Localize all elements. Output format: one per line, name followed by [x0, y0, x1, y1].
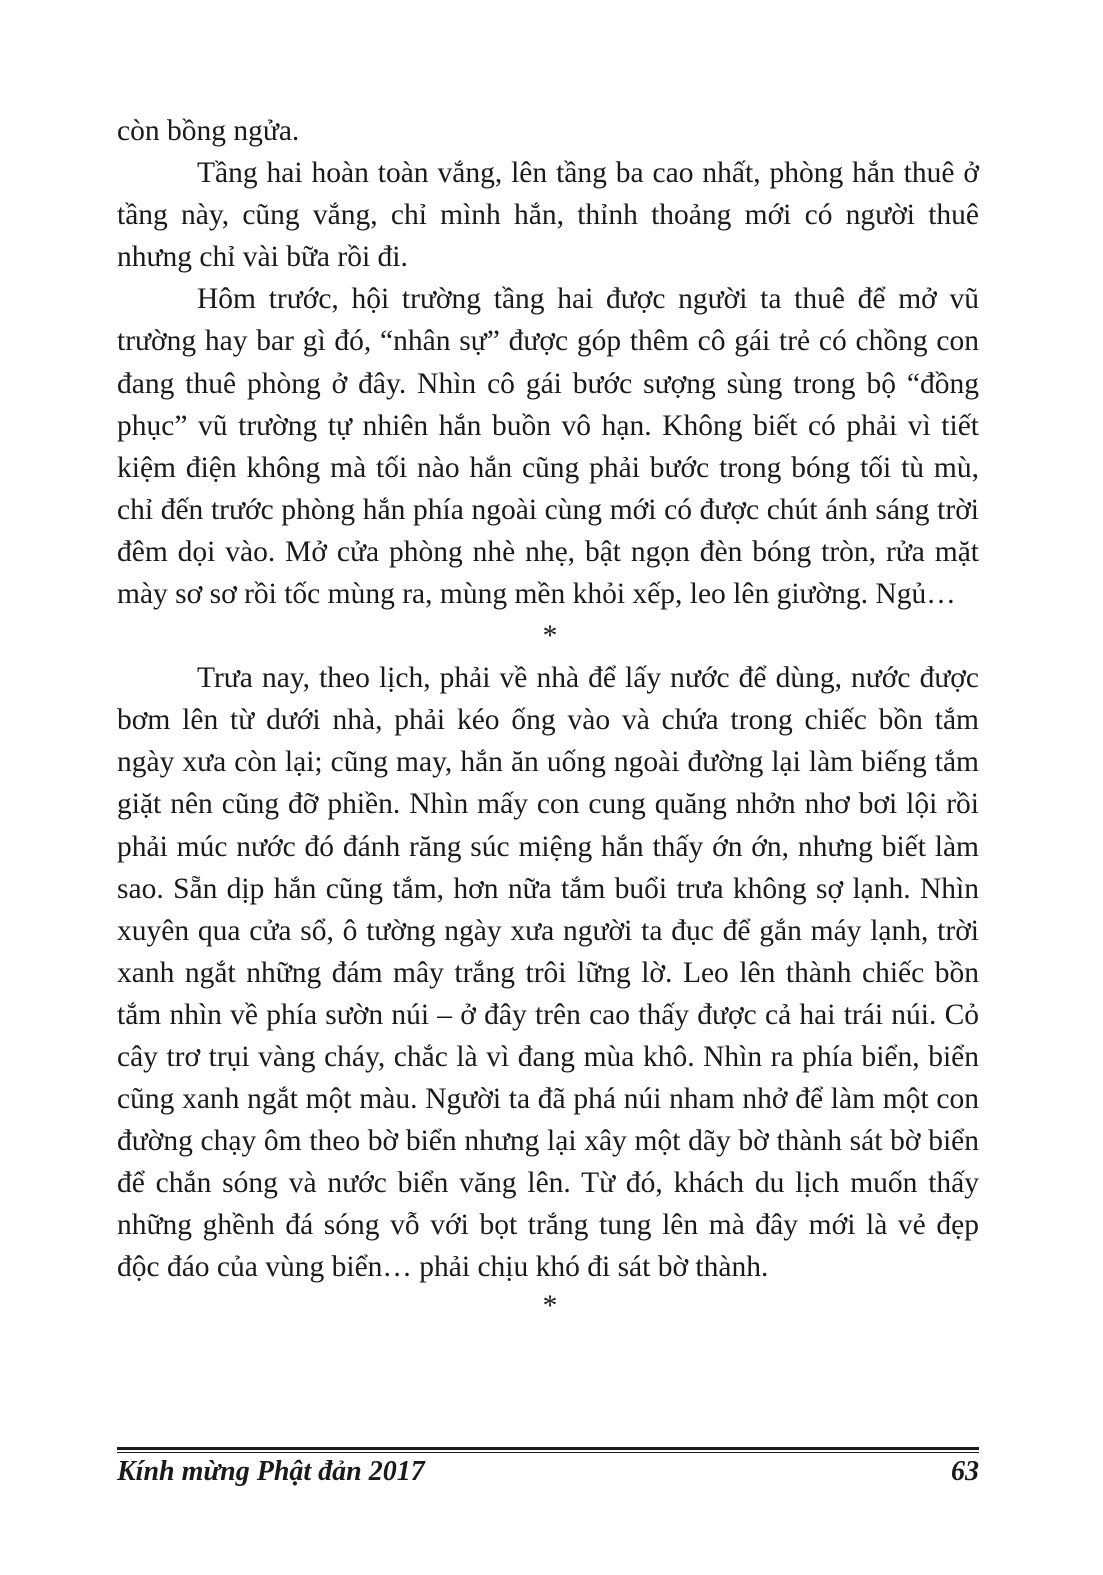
- section-separator: *: [542, 620, 558, 653]
- footer-divider: [117, 1447, 979, 1450]
- paragraph: Trưa nay, theo lịch, phải về nhà để lấy nước để dùng, nước được bơm lên từ dưới nhà, phải kéo ống vào và chứa trong chiếc bồn tắm ngày xưa còn lại; cũng may, hắn ăn uống ngoài đường lại làm biếng tắm giặt nên cũng đỡ phiền. Nhìn mấy con cung quăng nhởn nhơ bơi lội rồi phải múc nước đó đánh răng súc miệng hắn thấy ớn ớn, nhưng biết làm sao. Sẵn dịp hắn cũng tắm, hơn nữa tắm buổi trưa không sợ lạnh. Nhìn xuyên qua cửa sổ, ô tường ngày xưa người ta đục để gắn máy lạnh, trời xanh ngắt những đám mây trắng trôi lững lờ. Leo lên thành chiếc bồn tắm nhìn về phía sườn núi – ở đây trên cao thấy được cả hai trái núi. Cỏ cây trơ trụi vàng cháy, chắc là vì đang mùa khô. Nhìn ra phía biển, biển cũng xanh ngắt một màu. Người ta đã phá núi nham nhở để làm một con đường chạy ôm theo bờ biển nhưng lại xây một dãy bờ thành sát bờ biển để chắn sóng và nước biển văng lên. Từ đó, khách du lịch muốn thấy những ghềnh đá sóng vỗ với bọt trắng tung lên mà đây mới là vẻ đẹp độc đáo của vùng biển… phải chịu khó đi sát bờ thành.: [117, 662, 979, 1284]
- paragraph: Tầng hai hoàn toàn vắng, lên tầng ba cao nhất, phòng hắn thuê ở tầng này, cũng vắng, chỉ mình hắn, thỉnh thoảng mới có người thuê nhưng chỉ vài bữa rồi đi.: [117, 157, 979, 274]
- paragraph: Hôm trước, hội trường tầng hai được người ta thuê để mở vũ trường hay bar gì đó, “nhân sự” được góp thêm cô gái trẻ có chồng con đang thuê phòng ở đây. Nhìn cô gái bước sượng sùng trong bộ “đồng phục” vũ trường tự nhiên hắn buồn vô hạn. Không biết có phải vì tiết kiệm điện không mà tối nào hắn cũng phải bước trong bóng tối tù mù, chỉ đến trước phòng hắn phía ngoài cùng mới có được chút ánh sáng trời đêm dọi vào. Mở cửa phòng nhè nhẹ, bật ngọn đèn bóng tròn, rửa mặt mày sơ sơ rồi tốc mùng ra, mùng mền khỏi xếp, leo lên giường. Ngủ…: [117, 283, 979, 611]
- paragraph-continuation: còn bồng ngửa.: [117, 115, 300, 147]
- body-text: [117, 110, 979, 1323]
- page-number: 63: [951, 1456, 979, 1487]
- page-footer: [117, 1456, 979, 1488]
- section-separator: *: [542, 1289, 558, 1322]
- footer-title: Kính mừng Phật đản 2017: [117, 1456, 425, 1487]
